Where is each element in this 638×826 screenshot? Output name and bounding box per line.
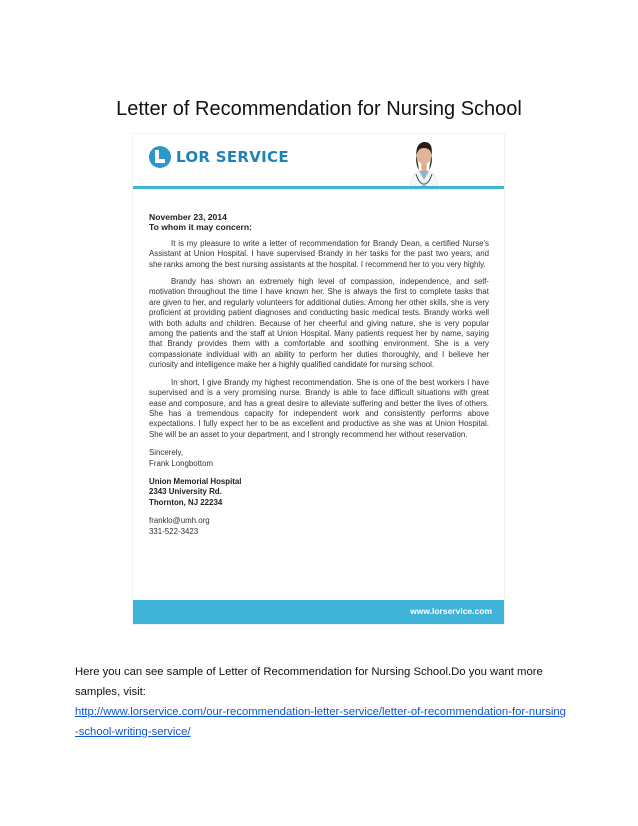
letter-organization: Union Memorial Hospital <box>149 476 242 486</box>
header-divider <box>133 186 504 189</box>
letter-address-line1: 2343 University Rd. <box>149 487 222 497</box>
page-title: Letter of Recommendation for Nursing School <box>116 98 522 120</box>
caption-link[interactable]: http://www.lorservice.com/our-recommendation-letter-service/letter-of-recommendation-for-nursing-school-writing-service/ <box>75 706 566 738</box>
letter-paragraph: In short, I give Brandy my highest recommendation. She is one of the best workers I have supervised and is a very promising nurse. Brandy is able to face difficult situations with great ease and composure, and has a great desire to alleviate suffering and better the lives of others. She has a tremendous capacity for independent work and consistently performs above expectations. I fully expect her to be as excellent and productive as she was at Union Hospital. She will be an asset to your department, and I strongly recommend her without reservation. <box>149 377 489 439</box>
letter-phone: 331-522-3423 <box>149 526 199 536</box>
footer-band <box>133 600 504 624</box>
lor-service-logo <box>149 146 289 168</box>
letter-closing: Sincerely, <box>149 448 184 458</box>
letter-email: franklo@umh.org <box>149 516 210 526</box>
letter-signer: Frank Longbottom <box>149 458 214 468</box>
letter-image <box>133 134 504 624</box>
footer-website: www.lorservice.com <box>410 606 492 616</box>
caption <box>75 662 567 742</box>
logo-l-icon <box>149 146 171 168</box>
letter-body <box>149 212 489 537</box>
logo-text: LOR SERVICE <box>176 148 289 166</box>
nurse-portrait-icon <box>396 134 452 190</box>
letter-paragraph: Brandy has shown an extremely high level of compassion, independence, and self-motivation throughout the time I have known her. She is always the first to complete tasks that are given to her, and regularly volunteers for additional duties. Among her other skills, she is very proficient at providing patient diagnoses and conducting basic medical tests. Brandy works well with both adults and children. Because of her cheerful and giving nature, she is very popular among the patients and the staff at Union Hospital. Many patients request her by name, saying that Brandy provides them with a comfortable and soothing environment. She is a very compassionate individual with an ability to perform her duties thoroughly, and I believe her curiosity and intelligence make her a highly qualified candidate for nursing school. <box>149 277 489 370</box>
letter-salutation: To whom it may concern: <box>149 222 252 233</box>
letter-date: November 23, 2014 <box>149 212 227 222</box>
letter-paragraph: It is my pleasure to write a letter of recommendation for Brandy Dean, a certified Nurse's Assistant at Union Hospital. I have supervised Brandy in her tasks for the past two years, and she ranks among the best nursing assistants at the hospital. I recommend her to you very highly. <box>149 238 489 269</box>
caption-text: Here you can see sample of Letter of Recommendation for Nursing School.Do you want more samples, visit: <box>75 666 543 698</box>
letter-address-line2: Thornton, NJ 22234 <box>149 497 223 507</box>
